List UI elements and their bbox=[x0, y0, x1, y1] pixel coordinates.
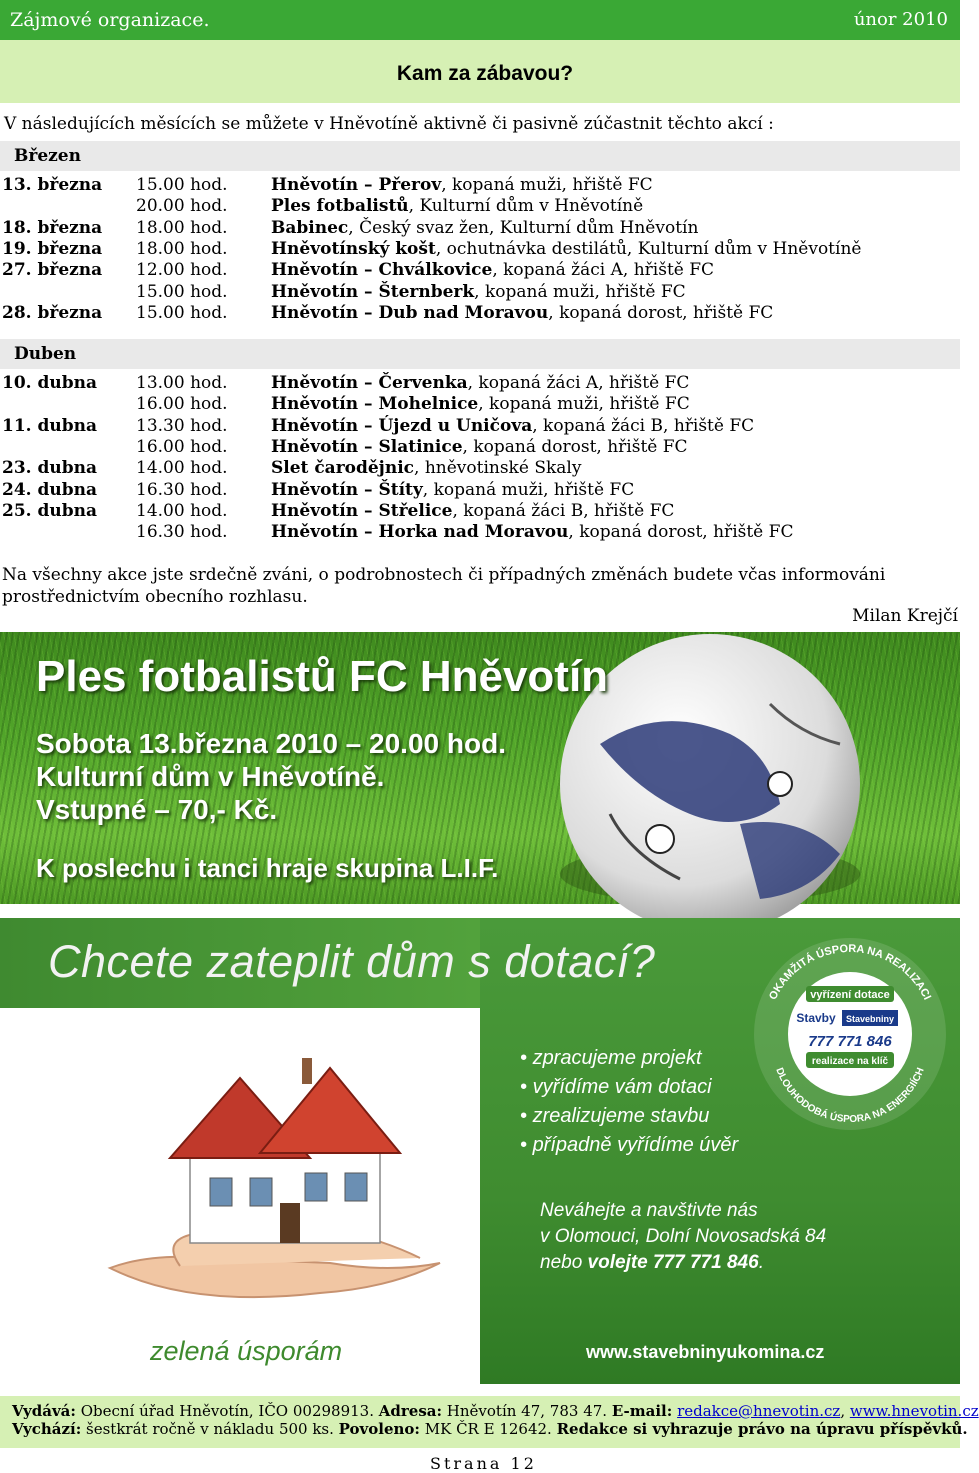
list-item: • zpracujeme projekt bbox=[520, 1044, 738, 1073]
advert-services-list bbox=[520, 1044, 738, 1160]
month-heading-brezen: Březen bbox=[0, 141, 960, 171]
poster-admission-line: Vstupné – 70,- Kč. bbox=[36, 794, 278, 825]
event-row: 27. března 12.00 hod. Hněvotín – Chválkovice, kopaná žáci A, hřiště FC bbox=[2, 260, 715, 280]
event-row: 16.00 hod. Hněvotín – Slatinice, kopaná dorost, hřiště FC bbox=[136, 437, 688, 457]
advert-headline: Chcete zateplit dům s dotací? bbox=[48, 936, 656, 987]
event-row: 16.30 hod. Hněvotín – Horka nad Moravou, kopaná dorost, hřiště FC bbox=[136, 522, 794, 542]
event-row: 13. března 15.00 hod. Hněvotín – Přerov, kopaná muži, hřiště FC bbox=[2, 175, 653, 195]
list-item: • vyřídíme vám dotaci bbox=[520, 1073, 738, 1102]
website-link[interactable]: www.hnevotin.cz bbox=[849, 1402, 979, 1420]
title-band bbox=[0, 40, 960, 103]
event-row: 23. dubna 14.00 hod. Slet čarodějnic, hněvotinské Skaly bbox=[2, 458, 582, 478]
poster-title: Ples fotbalistů FC Hněvotín bbox=[36, 652, 609, 701]
month-heading-duben: Duben bbox=[0, 339, 960, 369]
section-title: Zájmové organizace. bbox=[10, 9, 210, 31]
event-row: 20.00 hod. Ples fotbalistů, Kulturní dům v Hněvotíně bbox=[136, 196, 644, 216]
poster-date-line: Sobota 13.března 2010 – 20.00 hod. bbox=[36, 728, 506, 759]
author-signature: Milan Krejčí bbox=[852, 606, 958, 626]
svg-text:Stavby: Stavby bbox=[796, 1011, 836, 1025]
event-row: 18. března 18.00 hod. Babinec, Český svaz žen, Kulturní dům Hněvotín bbox=[2, 218, 699, 238]
poster-venue-line: Kulturní dům v Hněvotíně. bbox=[36, 761, 385, 792]
insulation-advert bbox=[0, 918, 960, 1384]
svg-text:vyřízení dotace: vyřízení dotace bbox=[810, 989, 890, 1001]
event-row: 10. dubna 13.00 hod. Hněvotín – Červenka, kopaná žáci A, hřiště FC bbox=[2, 373, 690, 393]
advert-contact-text: Neváhejte a navštivte nás v Olomouci, Dolní Novosadská 84 nebo volejte 777 771 846. bbox=[540, 1200, 827, 1273]
house-on-hand-icon bbox=[90, 1038, 450, 1308]
issue-date: únor 2010 bbox=[853, 9, 948, 30]
list-item: • zrealizujeme stavbu bbox=[520, 1102, 738, 1131]
svg-text:OKAMŽITÁ ÚSPORA NA REALIZACI: OKAMŽITÁ ÚSPORA NA REALIZACI bbox=[767, 942, 934, 1002]
email-link[interactable]: redakce@hnevotin.cz bbox=[677, 1402, 841, 1420]
event-row: 19. března 18.00 hod. Hněvotínský košt, ochutnávka destilátů, Kulturní dům v Hněvotíně bbox=[2, 239, 862, 259]
event-row: 15.00 hod. Hněvotín – Šternberk, kopaná muži, hřiště FC bbox=[136, 282, 686, 302]
closing-note: Na všechny akce jste srdečně zváni, o podrobnostech či případných změnách budete včas informováni prostřednictvím obecního rozhlasu. bbox=[2, 565, 886, 607]
intro-text: V následujících měsících se můžete v Hněvotíně aktivně či pasivně zúčastnit těchto akcí : bbox=[4, 114, 774, 134]
event-row: 16.00 hod. Hněvotín – Mohelnice, kopaná muži, hřiště FC bbox=[136, 394, 690, 414]
imprint-footer: Vydává: Obecní úřad Hněvotín, IČO 00298913. Adresa: Hněvotín 47, 783 47. E-mail: redakce@hnevotin.cz, www.hnevotin.cz Vychází: šestkrát ročně v nákladu 500 ks. Povoleno: MK ČR E 12642. Redakce si vyhrazuje právo na úpravu příspěvků. bbox=[0, 1396, 960, 1448]
advert-slogan: zelená úsporám bbox=[150, 1336, 343, 1366]
event-row: 24. dubna 16.30 hod. Hněvotín – Štíty, kopaná muži, hřiště FC bbox=[2, 480, 635, 500]
page-title: Kam za zábavou? bbox=[396, 62, 574, 85]
event-row: 28. března 15.00 hod. Hněvotín – Dub nad Moravou, kopaná dorost, hřiště FC bbox=[2, 303, 774, 323]
event-row: 25. dubna 14.00 hod. Hněvotín – Střelice, kopaná žáci B, hřiště FC bbox=[2, 501, 675, 521]
page-number: Strana 12 bbox=[430, 1454, 537, 1473]
poster-band-line: K poslechu i tanci hraje skupina L.I.F. bbox=[36, 853, 499, 883]
svg-text:DLOUHODOBÁ ÚSPORA NA ENERGIÍCH: DLOUHODOBÁ ÚSPORA NA ENERGIÍCH bbox=[773, 1066, 927, 1126]
svg-text:777 771 846: 777 771 846 bbox=[808, 1033, 892, 1050]
list-item: • případně vyřídíme úvěr bbox=[520, 1131, 738, 1160]
event-row: 11. dubna 13.30 hod. Hněvotín – Újezd u Uničova, kopaná žáci B, hřiště FC bbox=[2, 416, 755, 436]
header-bar bbox=[0, 0, 960, 40]
football-ball-poster bbox=[0, 632, 960, 904]
svg-text:Stavebniny: Stavebniny bbox=[845, 1014, 895, 1024]
advert-website-link[interactable]: www.stavebninyukomina.cz bbox=[586, 1342, 825, 1362]
svg-text:realizace na klíč: realizace na klíč bbox=[811, 1056, 889, 1067]
realization-seal-icon bbox=[750, 934, 950, 1134]
